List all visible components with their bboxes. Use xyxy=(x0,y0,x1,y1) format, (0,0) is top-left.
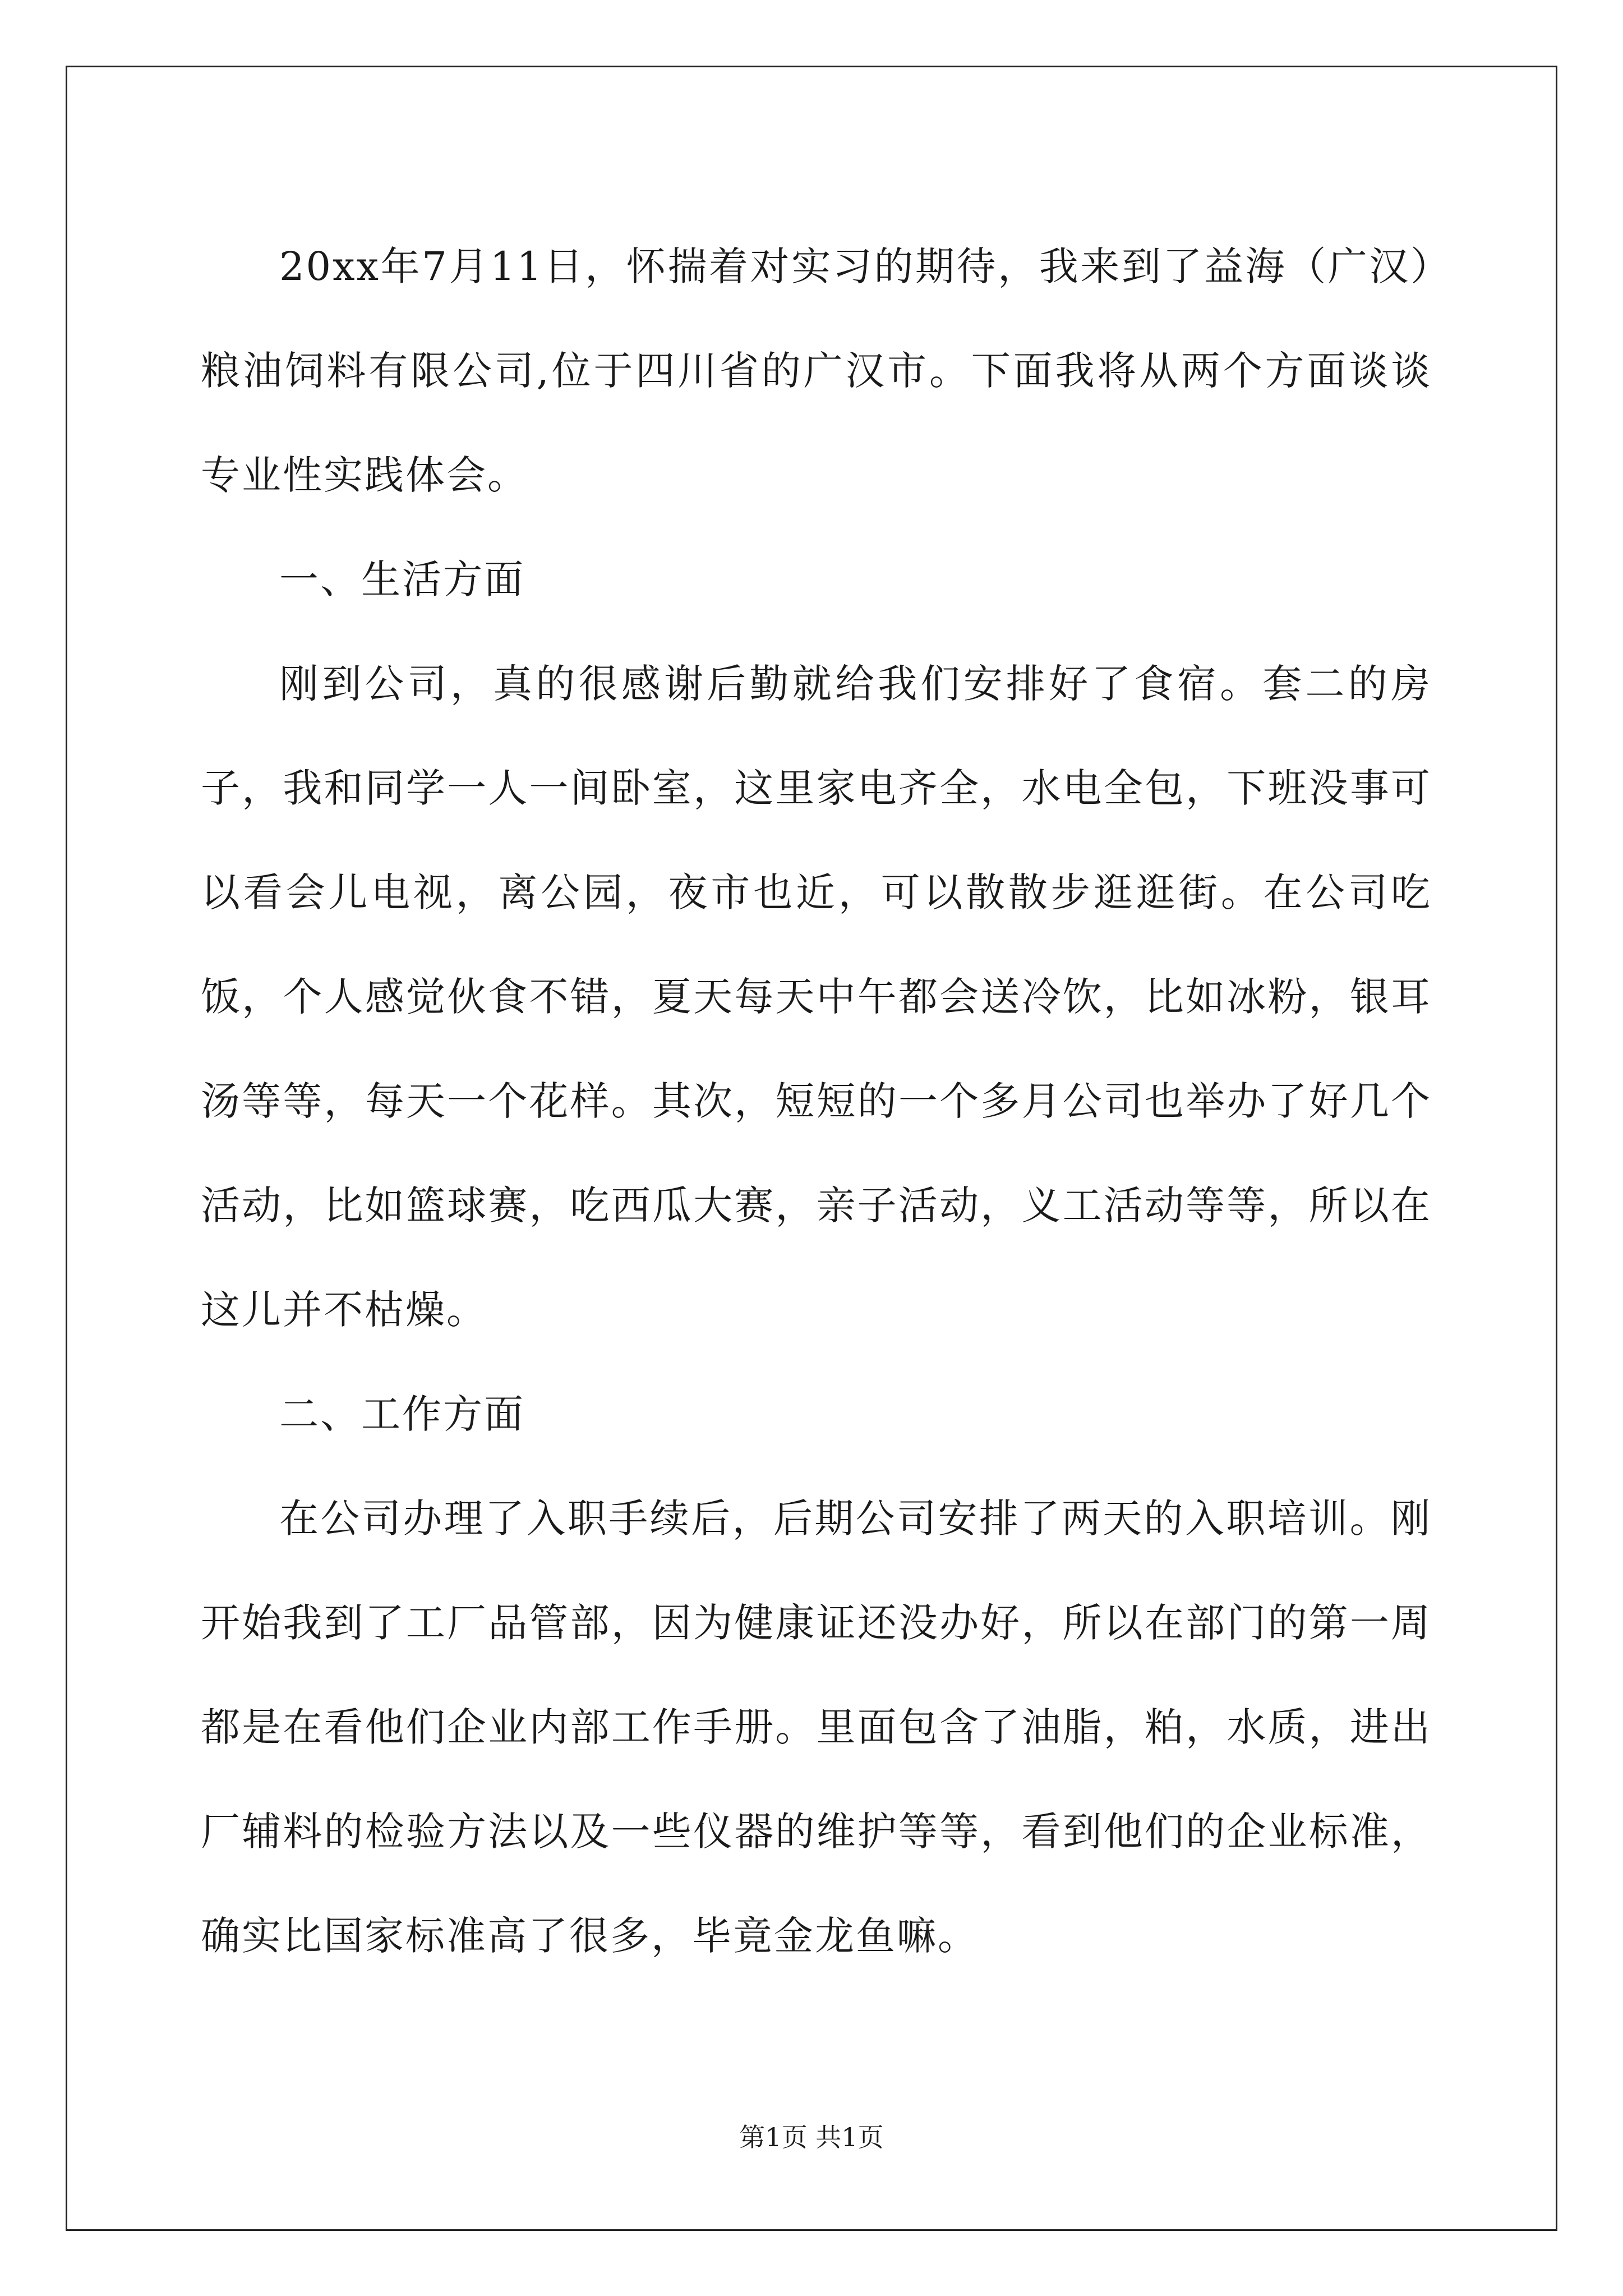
paragraph-intro: 20xx年7月11日，怀揣着对实习的期待，我来到了益海（广汉）粮油饲料有限公司,位于四川省的广汉市。下面我将从两个方面谈谈专业性实践体会。 xyxy=(201,243,1432,498)
paragraph-work: 在公司办理了入职手续后，后期公司安排了两天的入职培训。刚开始我到了工厂品管部，因为健康证还没办好，所以在部门的第一周都是在看他们企业内部工作手册。里面包含了油脂，粕，水质，进出厂辅料的检验方法以及一些仪器的维护等等，看到他们的企业标准，确实比国家标准高了很多，毕竟金龙鱼嘛。 xyxy=(201,1496,1432,1959)
page-footer: 第1页 共1页 xyxy=(739,2122,884,2152)
section-heading-work: 二、工作方面 xyxy=(279,1391,525,1437)
paragraph-life: 刚到公司，真的很感谢后勤就给我们安排好了食宿。套二的房子，我和同学一人一间卧室，这里家电齐全，水电全包，下班没事可以看会儿电视，离公园，夜市也近，可以散散步逛逛街。在公司吃饭，个人感觉伙食不错，夏天每天中午都会送冷饮，比如冰粉，银耳汤等等，每天一个花样。其次，短短的一个多月公司也举办了好几个活动，比如篮球赛，吃西瓜大赛，亲子活动，义工活动等等，所以在这儿并不枯燥。 xyxy=(201,661,1432,1333)
section-heading-life: 一、生活方面 xyxy=(279,556,525,602)
document-body xyxy=(201,214,1432,1988)
